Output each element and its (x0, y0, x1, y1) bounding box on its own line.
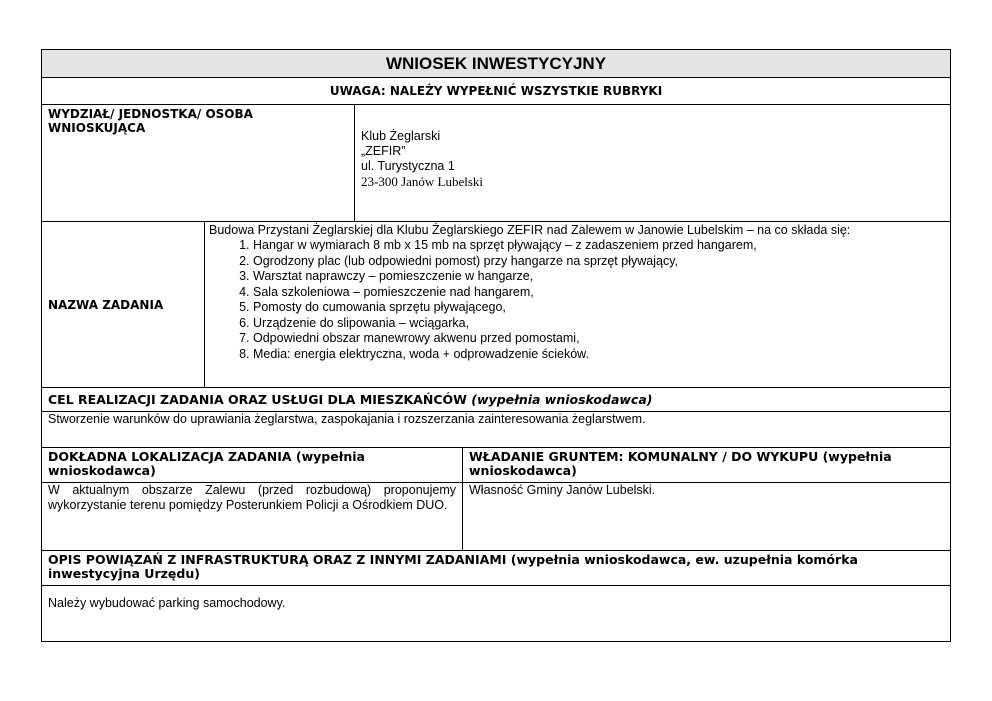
task-item-6: 6. Urządzenie do slipowania – wciągarka, (253, 316, 946, 332)
task-row (41, 221, 951, 387)
task-item-3: 3. Warsztat naprawczy – pomieszczenie w hangarze, (253, 269, 946, 285)
task-item-4: 4. Sala szkoleniowa – pomieszczenie nad hangarem, (253, 285, 946, 301)
form-title: WNIOSEK INWESTYCYJNY (385, 54, 607, 73)
goal-value: Stworzenie warunków do uprawiania żeglarstwa, zaspokajania i rozszerzania zainteresowania żeglarstwem. (48, 412, 646, 426)
goal-label-note: (wypełnia wnioskodawca) (471, 392, 653, 407)
goal-value-row (41, 411, 951, 447)
task-value-cell (205, 222, 950, 387)
relations-label: OPIS POWIĄZAŃ Z INFRASTRUKTURĄ ORAZ Z INNYMI ZADANIAMI (wypełnia wnioskodawca, ew. uzupełnia komórka inwestycyjna Urzędu) (48, 552, 858, 581)
goal-label-wrap (42, 388, 950, 407)
task-label-cell (42, 222, 205, 387)
applicant-line-3: ul. Turystyczna 1 (361, 159, 455, 173)
notice-row (41, 77, 951, 104)
land-label-cell (463, 448, 950, 482)
applicant-line-2: „ZEFIR” (361, 144, 406, 158)
notice-text: UWAGA: NALEŻY WYPEŁNIĆ WSZYSTKIE RUBRYKI (329, 84, 663, 98)
goal-label-row (41, 387, 951, 411)
task-label: NAZWA ZADANIA (48, 297, 164, 312)
task-items-list (209, 238, 946, 362)
goal-label: CEL REALIZACJI ZADANIA ORAZ USŁUGI DLA MIESZKAŃCÓW (48, 392, 467, 407)
task-item-8: 8. Media: energia elektryczna, woda + odprowadzenie ścieków. (253, 347, 946, 363)
location-value: W aktualnym obszarze Zalewu (przed rozbudową) proponujemy wykorzystanie terenu pomiędzy Posterunkiem Policji a Ośrodkiem DUO. (48, 483, 456, 512)
location-label-cell (42, 448, 463, 482)
location-value-cell (42, 483, 463, 550)
relations-value: Należy wybudować parking samochodowy. (48, 596, 286, 610)
location-land-label-row (41, 447, 951, 482)
relations-value-row (41, 585, 951, 642)
form-title-row (41, 49, 951, 77)
land-label: WŁADANIE GRUNTEM: KOMUNALNY / DO WYKUPU (wypełnia wnioskodawca) (469, 449, 892, 478)
task-intro: Budowa Przystani Żeglarskiej dla Klubu Żeglarskiego ZEFIR nad Zalewem w Janowie Lubelskim – na co składa się: (209, 223, 851, 237)
applicant-value-cell (355, 105, 950, 221)
applicant-row (41, 104, 951, 221)
applicant-line-4: 23-300 Janów Lubelski (361, 174, 484, 189)
location-label: DOKŁADNA LOKALIZACJA ZADANIA (wypełnia wnioskodawca) (48, 449, 365, 478)
task-item-1: 1. Hangar w wymiarach 8 mb x 15 mb na sprzęt pływający – z zadaszeniem przed hangarem, (253, 238, 946, 254)
location-land-value-row (41, 482, 951, 550)
applicant-line-1: Klub Żeglarski (361, 129, 441, 143)
task-item-5: 5. Pomosty do cumowania sprzętu pływającego, (253, 300, 946, 316)
land-value: Własność Gminy Janów Lubelski. (469, 483, 656, 497)
task-item-7: 7. Odpowiedni obszar manewrowy akwenu przed pomostami, (253, 331, 946, 347)
land-value-cell (463, 483, 950, 550)
applicant-label: WYDZIAŁ/ JEDNOSTKA/ OSOBA WNIOSKUJĄCA (48, 107, 253, 135)
task-item-2: 2. Ogrodzony plac (lub odpowiedni pomost) przy hangarze na sprzęt pływający, (253, 254, 946, 270)
relations-label-row (41, 550, 951, 585)
applicant-label-cell (42, 105, 355, 221)
